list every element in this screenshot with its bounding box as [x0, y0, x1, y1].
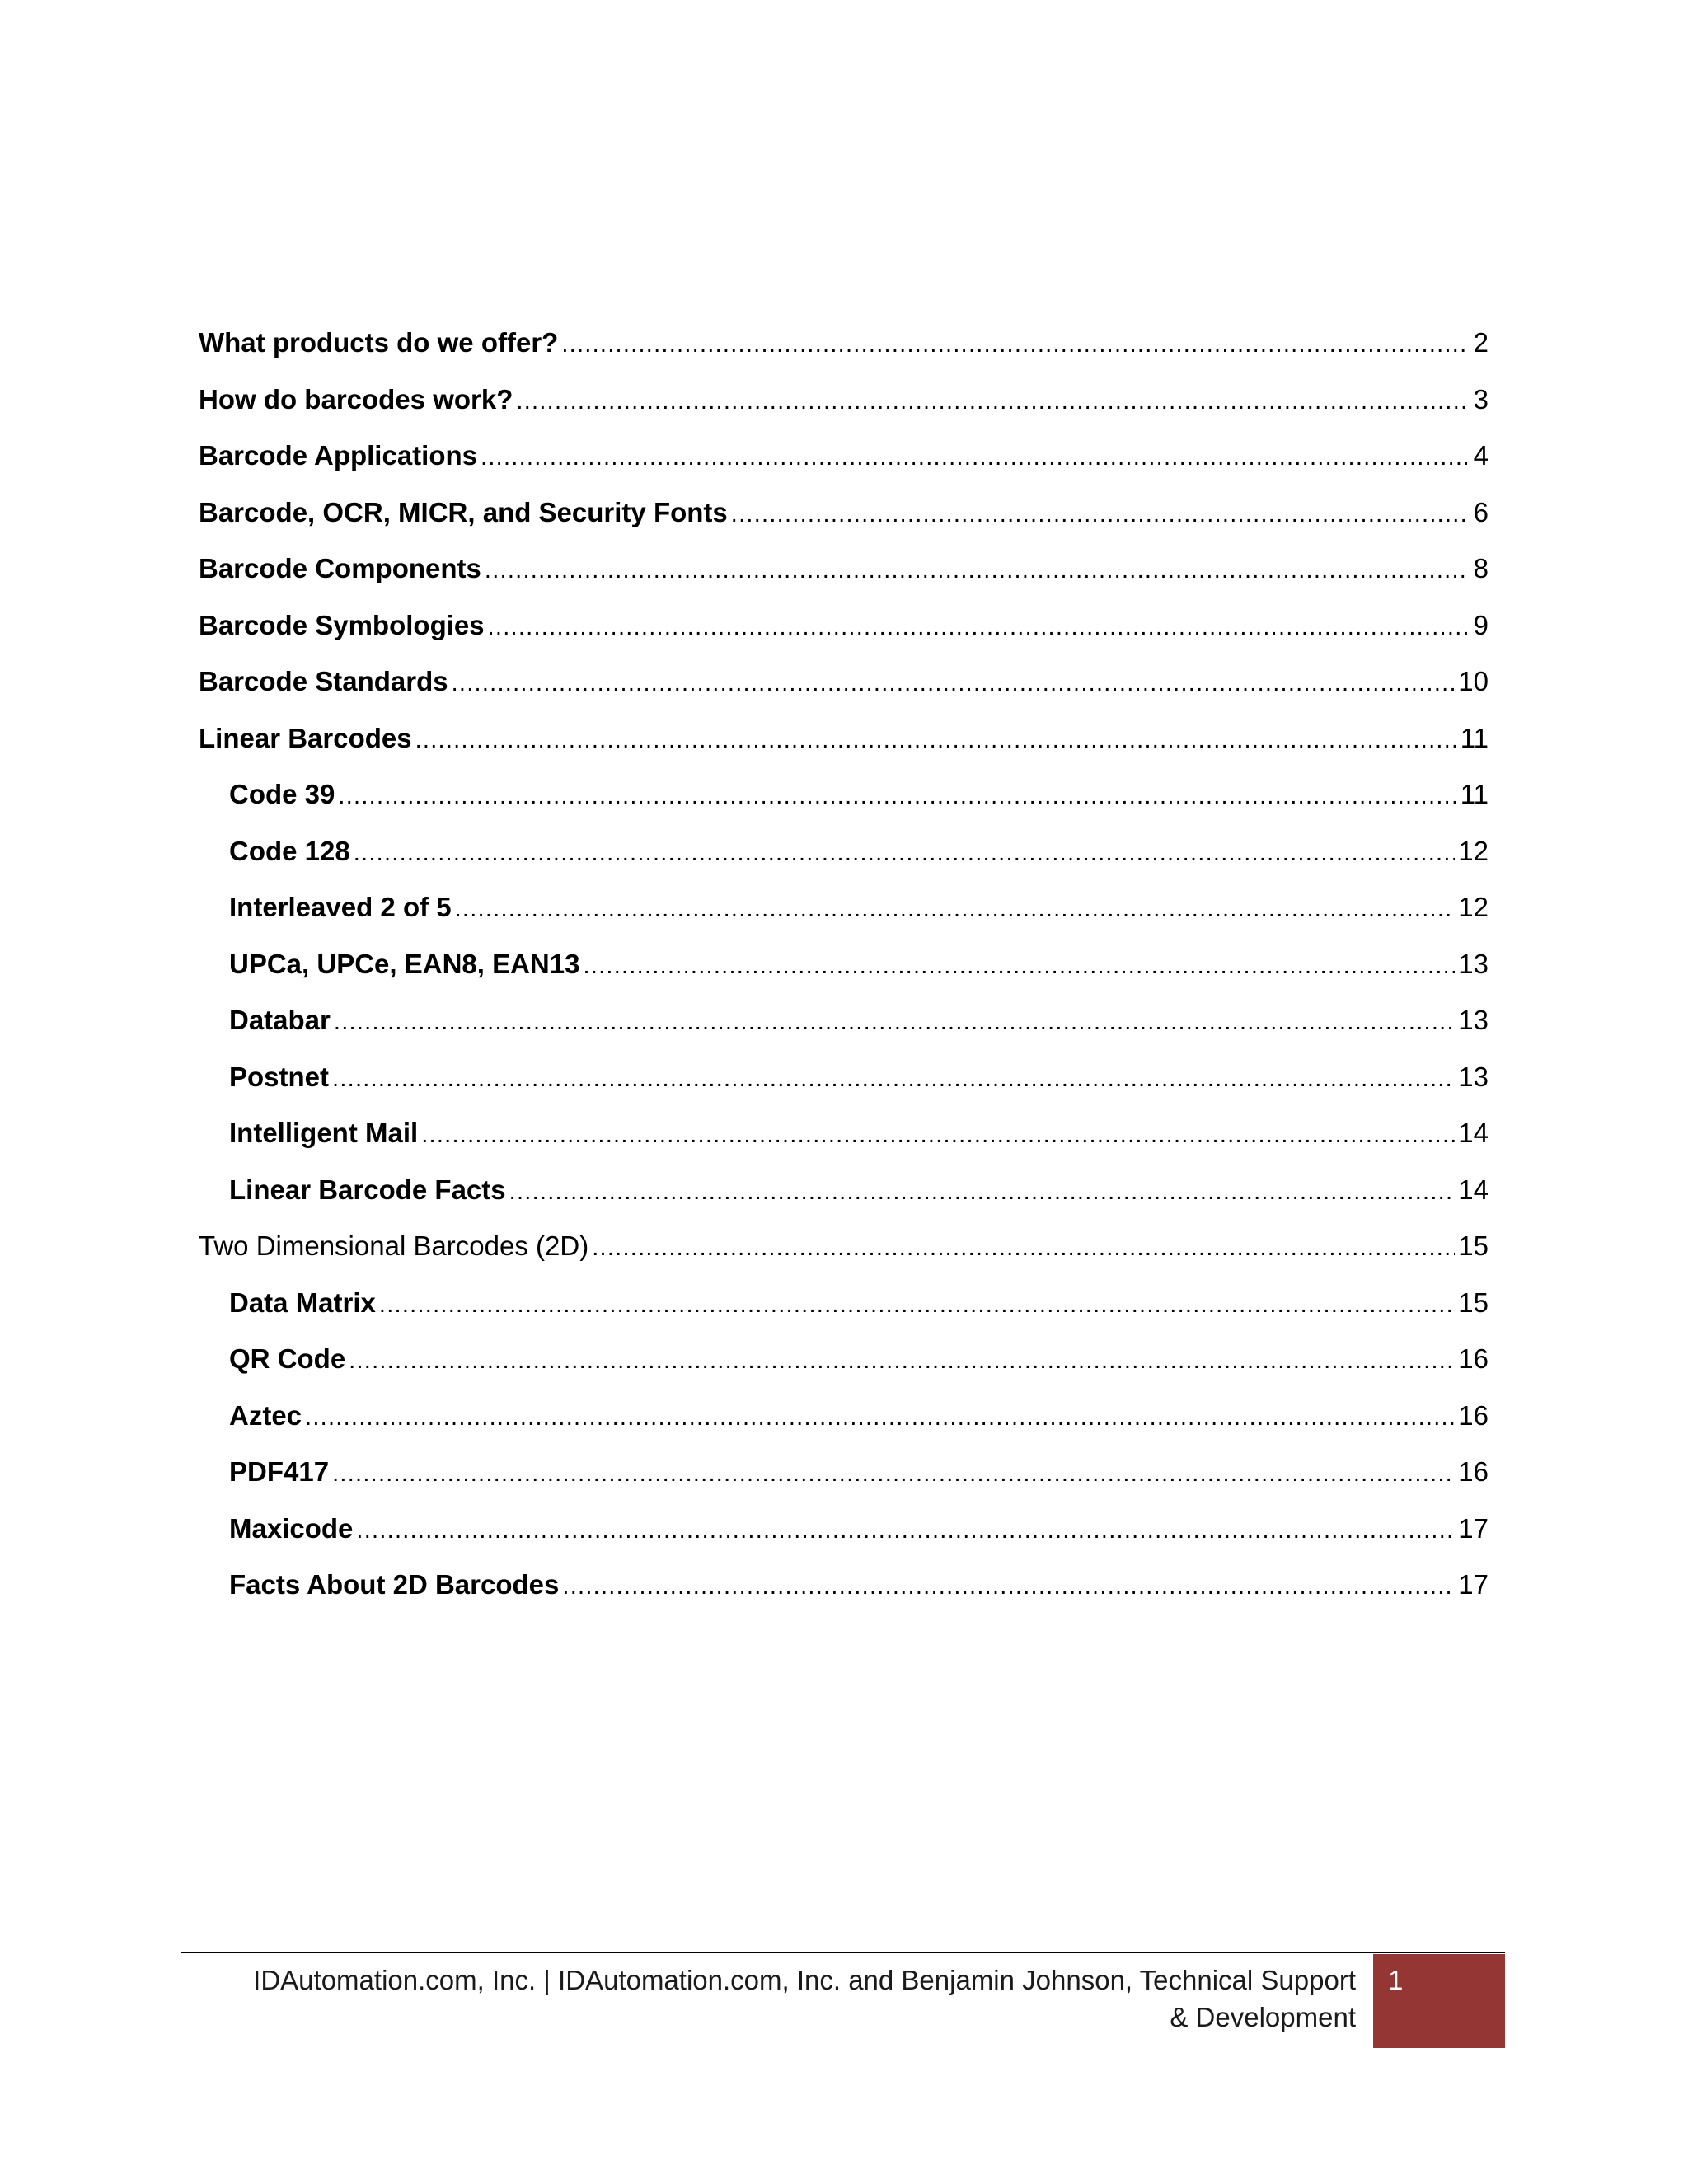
toc-entry-title: Barcode Applications [199, 440, 478, 471]
toc-entry-title: Databar [229, 1005, 331, 1035]
toc-entry-title: Barcode Symbologies [199, 609, 485, 640]
toc-dot-leader [356, 1501, 1455, 1559]
toc-entry-page: 14 [1458, 1118, 1489, 1148]
toc-entry-title: Barcode Components [199, 553, 481, 583]
footer-line-2: & Development [1170, 2002, 1356, 2032]
toc-subentry[interactable] [199, 823, 1489, 880]
page-number: 1 [1388, 1965, 1404, 1995]
toc-subentry[interactable] [199, 879, 1489, 936]
toc-dot-leader [415, 710, 1457, 769]
toc-entry-title: Barcode, OCR, MICR, and Security Fonts [199, 496, 728, 527]
toc-dot-leader [455, 879, 1456, 938]
toc-entry-title: Interleaved 2 of 5 [229, 892, 452, 922]
footer-line-1: IDAutomation.com, Inc. | IDAutomation.com, Inc. and Benjamin Johnson, Technical Support [253, 1965, 1356, 1995]
toc-subentry[interactable] [199, 766, 1489, 823]
toc-dot-leader [561, 315, 1467, 373]
toc-subentry[interactable] [199, 936, 1489, 993]
toc-dot-leader [516, 372, 1467, 430]
toc-entry-page: 13 [1458, 948, 1489, 979]
toc-entry-page: 4 [1473, 440, 1489, 471]
toc-entry-title: Code 39 [229, 779, 335, 809]
toc-dot-leader [379, 1275, 1455, 1333]
toc-entry[interactable] [199, 485, 1489, 541]
toc-subentry[interactable] [199, 1331, 1489, 1388]
toc-entry-title: Aztec [229, 1399, 302, 1431]
toc-entry-page: 15 [1458, 1286, 1489, 1318]
toc-subentry[interactable] [199, 1162, 1489, 1219]
footer-text [198, 1961, 1356, 2036]
toc-entry[interactable] [199, 598, 1489, 654]
toc-entry-title: Linear Barcodes [199, 722, 412, 753]
toc-dot-leader [338, 766, 1456, 825]
toc-dot-leader [349, 1331, 1455, 1390]
toc-entry[interactable] [199, 710, 1489, 767]
toc-dot-leader [509, 1162, 1456, 1221]
toc-dot-leader [592, 1218, 1455, 1277]
toc-dot-leader [731, 485, 1467, 543]
toc-entry-title: Maxicode [229, 1512, 354, 1544]
toc-subentry[interactable] [199, 1501, 1489, 1558]
toc-entry-title: Linear Barcode Facts [229, 1174, 506, 1205]
toc-entry-title: How do barcodes work? [199, 383, 513, 415]
toc-entry[interactable] [199, 541, 1489, 598]
toc-entry[interactable] [199, 1218, 1489, 1275]
toc-entry-title: Intelligent Mail [229, 1118, 419, 1148]
toc-dot-leader [332, 1049, 1455, 1108]
toc-entry-title: Two Dimensional Barcodes (2D) [199, 1230, 589, 1261]
toc-dot-leader [488, 598, 1467, 656]
toc-entry-title: UPCa, UPCe, EAN8, EAN13 [229, 948, 580, 979]
toc-entry-page: 16 [1458, 1399, 1489, 1431]
toc-subentry[interactable] [199, 1105, 1489, 1162]
toc-entry-page: 10 [1458, 666, 1489, 696]
toc-dot-leader [452, 654, 1456, 712]
toc-entry-page: 16 [1458, 1343, 1489, 1374]
table-of-contents [199, 315, 1489, 1614]
toc-entry-page: 12 [1458, 892, 1489, 922]
toc-dot-leader [583, 936, 1455, 995]
toc-dot-leader [332, 1444, 1455, 1502]
toc-entry-title: QR Code [229, 1343, 346, 1374]
toc-dot-leader [334, 992, 1455, 1051]
toc-entry[interactable] [199, 372, 1489, 429]
toc-entry[interactable] [199, 428, 1489, 485]
toc-entry-title: PDF417 [229, 1456, 330, 1487]
toc-entry-page: 15 [1458, 1230, 1489, 1261]
toc-dot-leader [354, 823, 1456, 882]
toc-entry-page: 2 [1473, 327, 1489, 358]
toc-dot-leader [481, 428, 1467, 486]
toc-entry-page: 16 [1458, 1456, 1489, 1487]
toc-entry-page: 11 [1460, 722, 1489, 753]
toc-entry-page: 9 [1473, 609, 1489, 640]
toc-entry-title: Barcode Standards [199, 666, 448, 696]
toc-entry[interactable] [199, 315, 1489, 372]
toc-entry-page: 17 [1458, 1512, 1489, 1544]
toc-subentry[interactable] [199, 1275, 1489, 1332]
toc-entry-page: 6 [1473, 496, 1489, 527]
toc-subentry[interactable] [199, 1049, 1489, 1106]
toc-subentry[interactable] [199, 1444, 1489, 1501]
toc-entry-title: Code 128 [229, 835, 350, 866]
toc-dot-leader [305, 1388, 1455, 1446]
toc-entry-title: What products do we offer? [199, 327, 559, 358]
toc-subentry[interactable] [199, 1388, 1489, 1445]
toc-entry-page: 13 [1458, 1061, 1489, 1092]
toc-entry-page: 8 [1473, 553, 1489, 583]
toc-entry-title: Facts About 2D Barcodes [229, 1569, 560, 1600]
toc-dot-leader [421, 1105, 1455, 1164]
toc-entry-title: Data Matrix [229, 1286, 376, 1318]
toc-entry[interactable] [199, 654, 1489, 710]
toc-dot-leader [562, 1557, 1455, 1615]
toc-entry-page: 12 [1458, 835, 1489, 866]
toc-entry-page: 3 [1473, 383, 1489, 415]
toc-entry-page: 11 [1460, 779, 1489, 809]
toc-entry-page: 13 [1458, 1005, 1489, 1035]
toc-entry-title: Postnet [229, 1061, 330, 1092]
toc-dot-leader [485, 541, 1467, 599]
toc-entry-page: 17 [1458, 1569, 1489, 1600]
toc-subentry[interactable] [199, 992, 1489, 1049]
toc-entry-page: 14 [1458, 1174, 1489, 1205]
footer-divider [181, 1952, 1505, 1953]
toc-subentry[interactable] [199, 1557, 1489, 1614]
page-number-box [1373, 1954, 1505, 2048]
